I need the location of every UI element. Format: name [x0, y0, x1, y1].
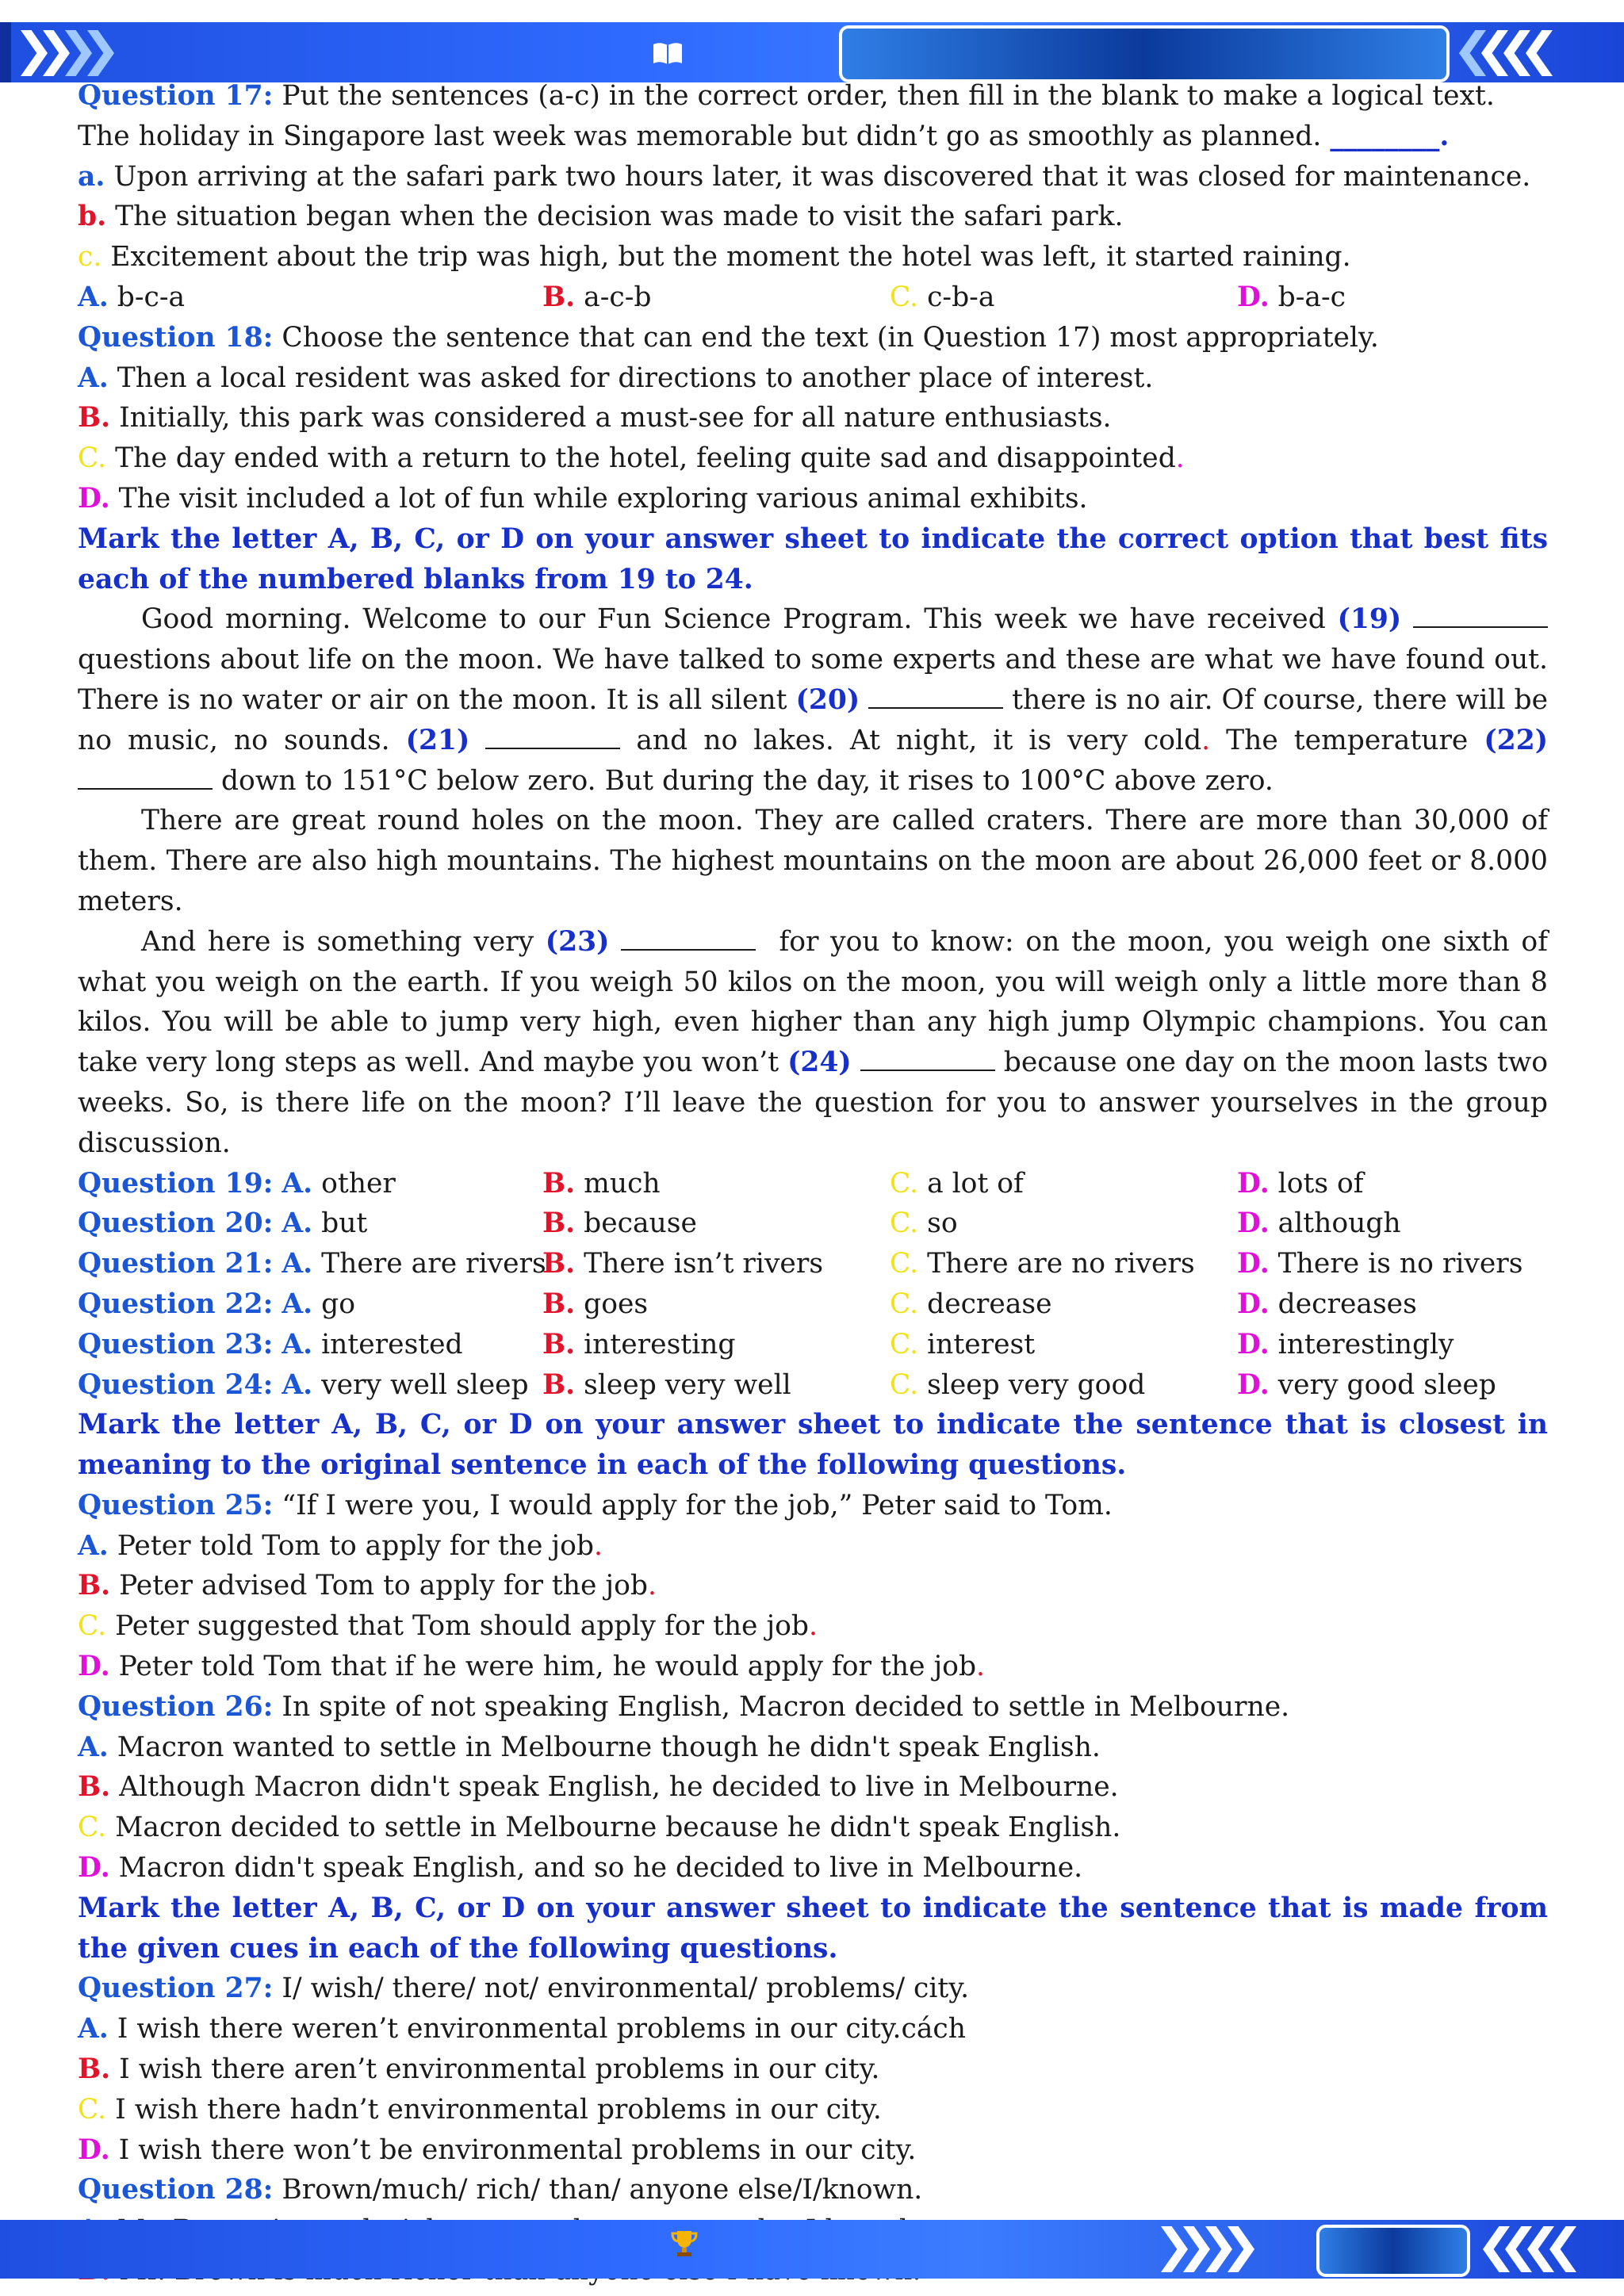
letter-c: c. — [78, 241, 102, 274]
letter-a: A. — [78, 281, 109, 313]
q25-option-c — [78, 1606, 1548, 1647]
letter-a: A. — [78, 1731, 109, 1763]
blank-23 — [621, 922, 756, 951]
question-17 — [78, 76, 1548, 117]
q17-options — [78, 277, 1548, 318]
option-text: Macron decided to settle in Melbourne because he didn't speak English. — [115, 1812, 1121, 1844]
q18-option-c — [78, 438, 1548, 479]
passage-text: questions about life on the moon. We have talked to some experts and these are what we have found out. There is no water or air on the moon. It is all silent — [78, 644, 1548, 716]
sentence-text: The situation began when the decision was made to visit the safari park. — [115, 201, 1124, 233]
letter-b: B. — [542, 1368, 576, 1401]
option-text: decrease — [927, 1288, 1052, 1320]
option-text: lots of — [1277, 1167, 1364, 1200]
q27-option-b — [78, 2049, 1548, 2090]
option-text: very good sleep — [1277, 1368, 1496, 1401]
letter-a: A. — [282, 1207, 313, 1240]
document-body — [78, 76, 1548, 2291]
option-text: sleep very good — [927, 1368, 1146, 1401]
option-b — [542, 1284, 890, 1325]
letter-a: a. — [78, 160, 105, 193]
sentence-text: Upon arriving at the safari park two hours later, it was discovered that it was closed for maintenance. — [113, 160, 1531, 193]
letter-b: B. — [542, 281, 576, 313]
question-text: “If I were you, I would apply for the job,” Peter said to Tom. — [273, 1489, 1113, 1521]
blank-24 — [860, 1043, 995, 1071]
option-d — [1237, 1284, 1548, 1325]
question-label: Question 20: — [78, 1207, 274, 1240]
question-25 — [78, 1486, 1548, 1526]
instruction-25-26: Mark the letter A, B, C, or D on your answer sheet to indicate the sentence that is closest in meaning to the original sentence in each of the following questions. — [78, 1409, 1548, 1482]
q17-sentence-a — [78, 157, 1548, 197]
header-chevrons-right — [1459, 30, 1548, 76]
letter-c: C. — [78, 1610, 107, 1643]
option-text: I wish there hadn’t environmental problems in our city. — [115, 2093, 882, 2126]
option-text: interest — [927, 1328, 1036, 1360]
option-text: I wish there aren’t environmental problems in our city. — [119, 2053, 880, 2086]
letter-b: B. — [78, 1771, 111, 1804]
letter-c: C. — [890, 1207, 919, 1240]
letter-a: A. — [282, 1248, 313, 1280]
letter-b: B. — [542, 1288, 576, 1320]
option-text: although — [1277, 1207, 1401, 1240]
letter-d: D. — [1237, 1328, 1270, 1360]
option-text: c-b-a — [927, 281, 995, 313]
letter-b: B. — [78, 2053, 111, 2086]
letter-a: A. — [282, 1328, 313, 1360]
question-text: Put the sentences (a-c) in the correct order, then fill in the blank to make a logical text. — [273, 80, 1495, 112]
letter-b: B. — [542, 1328, 576, 1360]
letter-c: C. — [78, 1812, 107, 1844]
letter-c: C. — [890, 1248, 919, 1280]
dot: . — [1201, 724, 1211, 756]
option-text: I wish there weren’t environmental problems in our city.cách — [117, 2013, 966, 2045]
option-text: other — [321, 1167, 396, 1200]
blank-number-21: (21) — [405, 724, 470, 756]
dot: . — [593, 1529, 603, 1562]
option-text: b-a-c — [1277, 281, 1346, 313]
blank-number-24: (24) — [787, 1047, 852, 1079]
q27-option-c — [78, 2090, 1548, 2130]
letter-a: A. — [78, 2013, 109, 2045]
letter-d: D. — [1237, 1167, 1270, 1200]
passage-text: down to 151°C below zero. But during the day, it rises to 100°C above zero. — [220, 764, 1274, 797]
instruction-27-28: Mark the letter A, B, C, or D on your answer sheet to indicate the sentence that is made from the given cues in each of the following questions. — [78, 1892, 1548, 1965]
option-d — [1237, 1203, 1548, 1244]
sentence-text: Excitement about the trip was high, but the moment the hotel was left, it started raining. — [110, 241, 1351, 274]
option-text: very well sleep — [321, 1368, 529, 1401]
question-label: Question 26: — [78, 1690, 274, 1723]
question-20 — [78, 1203, 1548, 1244]
option-text: interested — [321, 1328, 463, 1360]
option-c — [890, 1284, 1237, 1325]
blank-number-22: (22) — [1484, 724, 1549, 756]
option-c — [890, 1365, 1237, 1406]
question-18 — [78, 318, 1548, 358]
letter-d: D. — [78, 1651, 110, 1683]
letter-a: A. — [282, 1167, 313, 1200]
letter-d: D. — [78, 482, 110, 515]
option-d — [1237, 1244, 1548, 1284]
blank-number-19: (19) — [1337, 603, 1402, 636]
letter-b: B. — [78, 402, 111, 434]
option-b — [542, 1365, 890, 1406]
option-text: There isn’t rivers — [584, 1248, 824, 1280]
option-text: sleep very well — [584, 1368, 791, 1401]
question-label: Question 23: — [78, 1328, 274, 1360]
intro-text: The holiday in Singapore last week was memorable but didn’t go as smoothly as planned. — [78, 120, 1322, 152]
letter-d: D. — [1237, 1288, 1270, 1320]
q18-option-d — [78, 479, 1548, 519]
q26-option-a — [78, 1728, 1548, 1768]
option-b — [542, 1325, 890, 1365]
option-c — [890, 1164, 1237, 1204]
letter-b: B. — [542, 1207, 576, 1240]
letter-c: C. — [890, 1288, 919, 1320]
dot: . — [647, 1570, 657, 1602]
option-text: Peter told Tom to apply for the job — [117, 1529, 594, 1562]
option-text: The visit included a lot of fun while exploring various animal exhibits. — [118, 482, 1088, 515]
passage-text: because one day on the moon lasts two weeks. So, is there life on the moon? I’ll leave the question for you to answer yourselves in the group discussion. — [78, 1047, 1549, 1159]
option-text: Macron wanted to settle in Melbourne though he didn't speak English. — [117, 1731, 1101, 1763]
passage-paragraph-2: There are great round holes on the moon. They are called craters. There are more than 30,000 of them. There are also high mountains. The highest mountains on the moon are about 26,000 feet or 8.000 meters. — [78, 805, 1548, 917]
blank-22 — [78, 761, 213, 790]
letter-d: D. — [78, 2133, 110, 2166]
option-text: Although Macron didn't speak English, he decided to live in Melbourne. — [119, 1771, 1119, 1804]
header-pill — [839, 25, 1450, 82]
option-a — [78, 1325, 542, 1365]
letter-b: B. — [78, 1570, 111, 1602]
question-26 — [78, 1687, 1548, 1728]
header-stripe — [0, 22, 11, 82]
question-text: In spite of not speaking English, Macron decided to settle in Melbourne. — [273, 1690, 1290, 1723]
question-label: Question 19: — [78, 1167, 274, 1200]
option-text: There are rivers — [321, 1248, 546, 1280]
question-label: Question 18: — [78, 321, 274, 354]
passage-text: The temperature — [1210, 724, 1469, 756]
q17-intro — [78, 117, 1548, 157]
letter-a: A. — [282, 1288, 313, 1320]
letter-b: B. — [542, 1167, 576, 1200]
question-text: Brown/much/ rich/ than/ anyone else/I/known. — [273, 2174, 923, 2206]
blank-number-20: (20) — [795, 683, 860, 716]
passage-text: for you to know: on the moon, you weigh one sixth of what you weigh on the earth. If you weigh 50 kilos on the moon, you will weigh only a little more than 8 kilos. You will be able to jump very high, even higher than any high jump Olympic champions. You can take very long steps as well. And maybe you won’t — [78, 925, 1548, 1079]
option-a — [78, 1244, 546, 1284]
footer-chevrons-left — [1161, 2226, 1250, 2272]
option-c — [890, 1203, 1237, 1244]
dot: . — [976, 1651, 985, 1683]
option-text: Peter told Tom that if he were him, he would apply for the job — [118, 1651, 977, 1683]
letter-c: C. — [890, 281, 919, 313]
letter-b: B. — [542, 1248, 576, 1280]
option-text: so — [927, 1207, 958, 1240]
question-text: I/ wish/ there/ not/ environmental/ problems/ city. — [273, 1973, 970, 2005]
letter-b: b. — [78, 201, 107, 233]
letter-d: D. — [1237, 1368, 1270, 1401]
answer-blank: ________. — [1330, 120, 1450, 152]
option-d — [1237, 1325, 1548, 1365]
question-24 — [78, 1365, 1548, 1406]
q26-option-c — [78, 1808, 1548, 1848]
option-text: much — [584, 1167, 661, 1200]
footer-pill — [1316, 2225, 1470, 2277]
option-b — [542, 1244, 890, 1284]
option-text: There is no rivers — [1277, 1248, 1523, 1280]
option-text: a-c-b — [584, 281, 652, 313]
letter-c: C. — [78, 442, 107, 475]
q25-option-a — [78, 1526, 1548, 1567]
q27-option-a — [78, 2009, 1548, 2049]
q26-option-d — [78, 1848, 1548, 1888]
option-d — [1237, 1365, 1548, 1406]
option-a — [78, 1284, 542, 1325]
option-c — [890, 277, 1237, 318]
option-c — [890, 1325, 1237, 1365]
q25-option-d — [78, 1647, 1548, 1687]
question-22 — [78, 1284, 1548, 1325]
letter-d: D. — [1237, 281, 1270, 313]
letter-c: C. — [890, 1368, 919, 1401]
letter-c: C. — [890, 1328, 919, 1360]
question-23 — [78, 1325, 1548, 1365]
option-b — [542, 277, 890, 318]
option-a — [78, 1164, 542, 1204]
option-text: Macron didn't speak English, and so he decided to live in Melbourne. — [118, 1852, 1083, 1885]
blank-number-23: (23) — [545, 925, 610, 958]
passage-paragraph-1 — [78, 599, 1548, 801]
option-text: b-c-a — [117, 281, 186, 313]
footer-chevrons-right — [1483, 2226, 1572, 2272]
option-text: There are no rivers — [927, 1248, 1195, 1280]
option-text: interesting — [584, 1328, 736, 1360]
option-text: Then a local resident was asked for directions to another place of interest. — [117, 362, 1154, 394]
passage-text: And here is something very — [141, 925, 534, 958]
q17-sentence-c — [78, 237, 1548, 277]
option-b — [542, 1164, 890, 1204]
q18-option-b — [78, 398, 1548, 438]
letter-c: C. — [890, 1167, 919, 1200]
letter-a: A. — [282, 1368, 313, 1401]
passage-text: there is no air. Of course, there will be no music, no sounds. — [78, 683, 1549, 756]
option-text: interestingly — [1277, 1328, 1454, 1360]
instruction-19-24: Mark the letter A, B, C, or D on your answer sheet to indicate the correct option that best fits each of the numbered blanks from 19 to 24. — [78, 522, 1548, 595]
option-text: The day ended with a return to the hotel, feeling quite sad and disappointed — [115, 442, 1176, 475]
question-label: Question 21: — [78, 1248, 274, 1280]
option-text: a lot of — [927, 1167, 1024, 1200]
option-text: but — [321, 1207, 368, 1240]
question-21 — [78, 1244, 1548, 1284]
letter-a: A. — [78, 1529, 109, 1562]
letter-d: D. — [1237, 1207, 1270, 1240]
dot: . — [1175, 442, 1185, 475]
option-text: Initially, this park was considered a must-see for all nature enthusiasts. — [119, 402, 1112, 434]
blank-19 — [1413, 599, 1548, 628]
option-a — [78, 1203, 542, 1244]
question-27 — [78, 1969, 1548, 2009]
question-label: Question 28: — [78, 2174, 274, 2206]
trophy-icon — [671, 2229, 698, 2258]
question-label: Question 22: — [78, 1288, 274, 1320]
option-d — [1237, 277, 1548, 318]
option-text: decreases — [1277, 1288, 1417, 1320]
dot: . — [809, 1610, 818, 1643]
book-icon — [652, 41, 684, 67]
question-label: Question 25: — [78, 1489, 274, 1521]
option-text: because — [584, 1207, 697, 1240]
blank-21 — [485, 721, 620, 749]
option-text: go — [321, 1288, 355, 1320]
q27-option-d — [78, 2130, 1548, 2171]
passage-paragraph-3 — [78, 922, 1548, 1164]
question-text: Choose the sentence that can end the text (in Question 17) most appropriately. — [273, 321, 1379, 354]
q26-option-b — [78, 1767, 1548, 1808]
option-text: Peter suggested that Tom should apply for the job — [115, 1610, 809, 1643]
letter-d: D. — [78, 1852, 110, 1885]
question-label: Question 27: — [78, 1973, 274, 2005]
q25-option-b — [78, 1566, 1548, 1606]
blank-20 — [868, 680, 1003, 709]
question-28 — [78, 2170, 1548, 2210]
option-b — [542, 1203, 890, 1244]
q18-option-a — [78, 358, 1548, 399]
letter-a: A. — [78, 362, 109, 394]
option-text: goes — [584, 1288, 649, 1320]
option-a — [78, 277, 542, 318]
option-a — [78, 1365, 542, 1406]
header-chevrons-left — [21, 30, 109, 76]
letter-c: C. — [78, 2093, 107, 2126]
option-c — [890, 1244, 1237, 1284]
option-text: I wish there won’t be environmental problems in our city. — [118, 2133, 917, 2166]
question-19 — [78, 1164, 1548, 1204]
option-d — [1237, 1164, 1548, 1204]
option-text: Peter advised Tom to apply for the job — [119, 1570, 648, 1602]
passage-text: and no lakes. At night, it is very cold — [636, 724, 1202, 756]
q17-sentence-b — [78, 197, 1548, 237]
passage-text: Good morning. Welcome to our Fun Science Program. This week we have received — [141, 603, 1326, 636]
question-label: Question 17: — [78, 80, 274, 112]
letter-d: D. — [1237, 1248, 1270, 1280]
question-label: Question 24: — [78, 1368, 274, 1401]
